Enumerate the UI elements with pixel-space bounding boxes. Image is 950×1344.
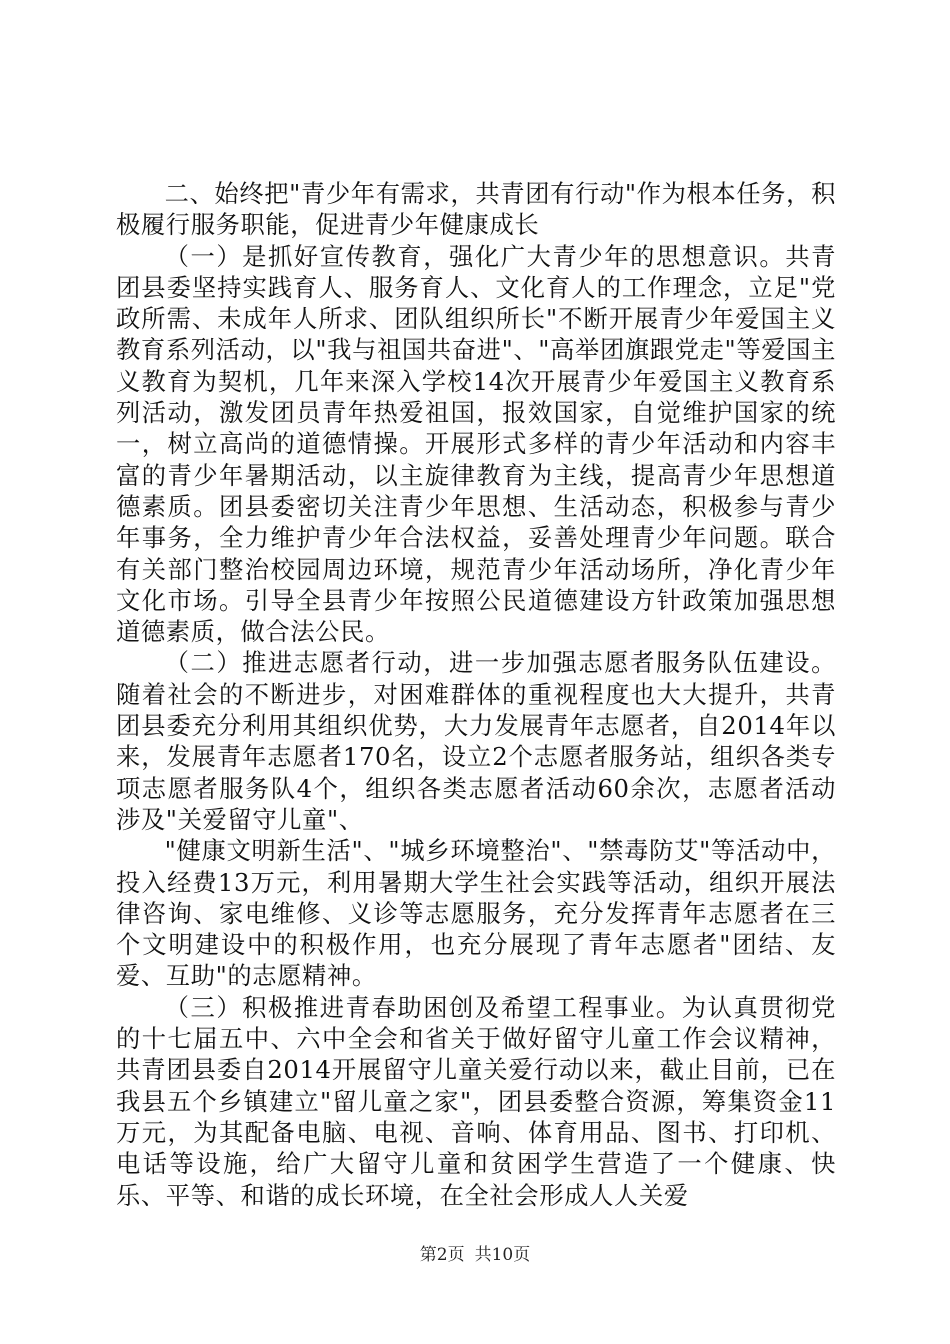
paragraph-hope-project: （三）积极推进青春助困创及希望工程事业。为认真贯彻党的十七届五中、六中全会和省关于做好留守儿童工作会议精神，共青团县委自2014开展留守儿童关爱行动以来，截止目前，已在我县五个乡镇建立"留儿童之家"，团县委整合资源，筹集资金11万元，为其配备电脑、电视、音响、体育用品、图书、打印机、电话等设施，给广大留守儿童和贫困学生营造了一个健康、快乐、平等、和谐的成长环境，在全社会形成人人关爱: [116, 992, 836, 1210]
paragraph-publicity-education: （一）是抓好宣传教育，强化广大青少年的思想意识。共青团县委坚持实践育人、服务育人、文化育人的工作理念，立足"党政所需、未成年人所求、团队组织所长"不断开展青少年爱国主义教育系列活动，以"我与祖国共奋进"、"高举团旗跟党走"等爱国主义教育为契机，几年来深入学校14次开展青少年爱国主义教育系列活动，激发团员青年热爱祖国，报效国家，自觉维护国家的统一，树立高尚的道德情操。开展形式多样的青少年活动和内容丰富的青少年暑期活动，以主旋律教育为主线，提高青少年思想道德素质。团县委密切关注青少年思想、生活动态，积极参与青少年事务，全力维护青少年合法权益，妥善处理青少年问题。联合有关部门整治校园周边环境，规范青少年活动场所，净化青少年文化市场。引导全县青少年按照公民道德建设方针政策加强思想道德素质，做合法公民。: [116, 241, 836, 647]
paragraph-volunteer-activities: "健康文明新生活"、"城乡环境整治"、"禁毒防艾"等活动中，投入经费13万元，利用暑期大学生社会实践等活动，组织开展法律咨询、家电维修、义诊等志愿服务，充分发挥青年志愿者在三个文明建设中的积极作用，也充分展现了青年志愿者"团结、友爱、互助"的志愿精神。: [116, 836, 836, 991]
paragraph-volunteer-action: （二）推进志愿者行动，进一步加强志愿者服务队伍建设。随着社会的不断进步，对困难群体的重视程度也大大提升，共青团县委充分利用其组织优势，大力发展青年志愿者，自2014年以来，发展青年志愿者170名，设立2个志愿者服务站，组织各类专项志愿者服务队4个，组织各类志愿者活动60余次，志愿者活动涉及"关爱留守儿童"、: [116, 648, 836, 834]
document-body: [116, 178, 836, 1211]
page-footer: [0, 1244, 950, 1266]
section-heading: 二、始终把"青少年有需求，共青团有行动"作为根本任务，积极履行服务职能，促进青少年健康成长: [116, 179, 836, 240]
page-number: 第2页: [419, 1245, 465, 1265]
page-total: 共10页: [474, 1245, 531, 1265]
